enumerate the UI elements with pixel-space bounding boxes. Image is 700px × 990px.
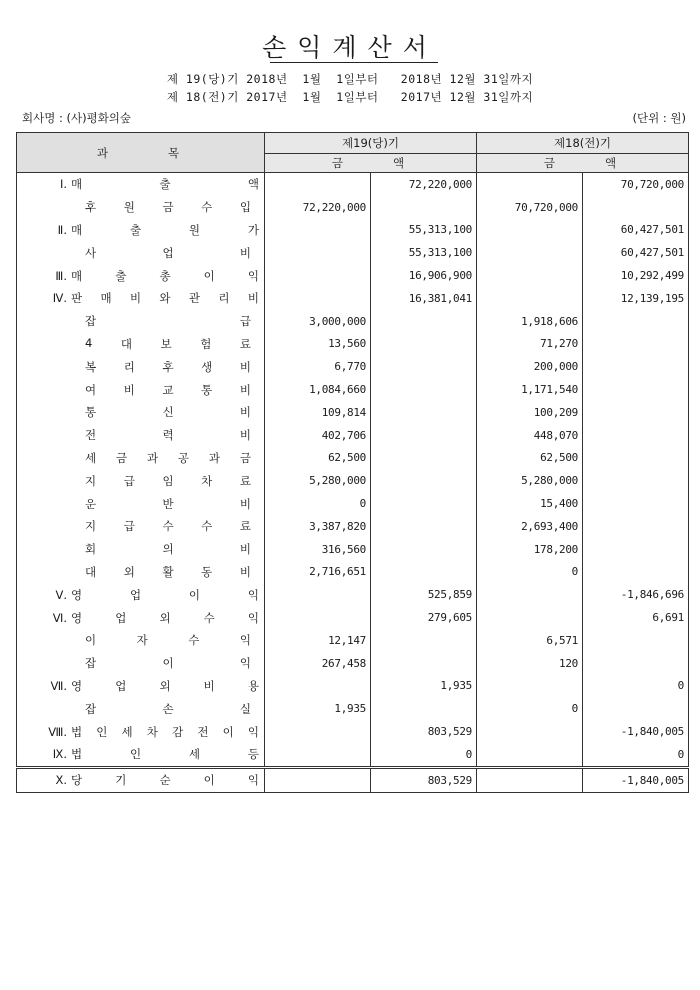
header-subject: 과목 [17, 133, 265, 173]
prior-sub-amount [477, 767, 583, 792]
row-label: 대 외 활 동 비 [85, 564, 251, 579]
row-subject [17, 583, 265, 606]
table-row [17, 515, 689, 538]
current-total-amount [371, 492, 477, 515]
row-subject [17, 697, 265, 720]
current-total-amount: 803,529 [371, 720, 477, 743]
prior-sub-amount: 70,720,000 [477, 196, 583, 219]
current-sub-amount: 5,280,000 [265, 469, 371, 492]
row-subject [17, 606, 265, 629]
current-sub-amount: 267,458 [265, 652, 371, 675]
current-sub-amount [265, 767, 371, 792]
row-roman-numeral: Ⅱ. [57, 222, 67, 237]
row-subject [17, 241, 265, 264]
prior-sub-amount: 178,200 [477, 538, 583, 561]
prior-total-amount [583, 515, 689, 538]
title-underline [270, 62, 438, 63]
current-sub-amount: 2,716,651 [265, 561, 371, 584]
prior-sub-amount: 448,070 [477, 424, 583, 447]
row-label: 영 업 이 익 [71, 587, 259, 602]
row-roman-numeral: Ⅵ. [52, 610, 67, 625]
prior-total-amount [583, 424, 689, 447]
prior-sub-amount: 71,270 [477, 333, 583, 356]
row-subject [17, 219, 265, 242]
row-label: 잡 급 [85, 314, 251, 329]
row-label: 세 금 과 공 과 금 [85, 450, 251, 465]
row-subject [17, 629, 265, 652]
header-current-period: 제19(당)기 [265, 133, 477, 154]
current-sub-amount: 316,560 [265, 538, 371, 561]
current-total-amount [371, 469, 477, 492]
row-label: 당 기 순 이 익 [71, 773, 259, 788]
prior-sub-amount: 0 [477, 561, 583, 584]
row-subject [17, 492, 265, 515]
prior-sub-amount [477, 583, 583, 606]
row-label: 매 출 총 이 익 [71, 268, 259, 283]
table-row [17, 401, 689, 424]
row-label: 영 업 외 수 익 [71, 610, 259, 625]
current-total-amount [371, 310, 477, 333]
row-label: 잡 손 실 [85, 701, 251, 716]
row-label: 매 출 액 [71, 177, 259, 192]
prior-sub-amount: 2,693,400 [477, 515, 583, 538]
current-sub-amount: 1,084,660 [265, 378, 371, 401]
prior-total-amount [583, 629, 689, 652]
current-total-amount [371, 355, 477, 378]
table-row [17, 720, 689, 743]
row-subject [17, 310, 265, 333]
current-sub-amount [265, 173, 371, 196]
prior-sub-amount [477, 743, 583, 767]
row-roman-numeral: Ⅴ. [55, 587, 67, 602]
current-total-amount: 16,906,900 [371, 264, 477, 287]
prior-total-amount: 70,720,000 [583, 173, 689, 196]
row-label: 잡 이 익 [85, 656, 251, 671]
row-roman-numeral: Ⅷ. [48, 724, 67, 739]
table-row [17, 333, 689, 356]
current-total-amount [371, 538, 477, 561]
row-roman-numeral: Ⅸ. [52, 747, 67, 762]
prior-total-amount [583, 652, 689, 675]
row-subject [17, 173, 265, 196]
row-label: 통 신 비 [85, 405, 251, 420]
prior-sub-amount: 62,500 [477, 447, 583, 470]
current-sub-amount [265, 743, 371, 767]
table-row [17, 697, 689, 720]
table-row [17, 447, 689, 470]
current-sub-amount: 0 [265, 492, 371, 515]
prior-sub-amount [477, 219, 583, 242]
prior-sub-amount [477, 173, 583, 196]
current-total-amount [371, 697, 477, 720]
current-total-amount [371, 629, 477, 652]
prior-sub-amount: 120 [477, 652, 583, 675]
prior-sub-amount [477, 720, 583, 743]
prior-total-amount [583, 355, 689, 378]
table-row [17, 173, 689, 196]
header-prior-period: 제18(전)기 [477, 133, 689, 154]
current-total-amount: 16,381,041 [371, 287, 477, 310]
current-sub-amount: 6,770 [265, 355, 371, 378]
prior-total-amount [583, 492, 689, 515]
row-subject [17, 378, 265, 401]
period-prior: 제 18(전)기 2017년 1월 1일부터 2017년 12월 31일까지 [166, 90, 534, 104]
current-total-amount [371, 196, 477, 219]
table-row [17, 219, 689, 242]
prior-total-amount: -1,840,005 [583, 767, 689, 792]
prior-total-amount: 60,427,501 [583, 219, 689, 242]
current-total-amount: 72,220,000 [371, 173, 477, 196]
table-row [17, 287, 689, 310]
current-sub-amount: 402,706 [265, 424, 371, 447]
row-label: 매 출 원 가 [71, 222, 259, 237]
table-row [17, 355, 689, 378]
current-sub-amount: 3,000,000 [265, 310, 371, 333]
row-roman-numeral: Ⅲ. [55, 268, 67, 283]
period-current: 제 19(당)기 2018년 1월 1일부터 2018년 12월 31일까지 [166, 72, 534, 86]
row-subject [17, 424, 265, 447]
row-subject [17, 447, 265, 470]
prior-total-amount: 0 [583, 743, 689, 767]
row-subject [17, 287, 265, 310]
current-sub-amount [265, 287, 371, 310]
table-row [17, 424, 689, 447]
current-total-amount: 803,529 [371, 767, 477, 792]
current-sub-amount: 3,387,820 [265, 515, 371, 538]
current-total-amount [371, 652, 477, 675]
current-sub-amount: 12,147 [265, 629, 371, 652]
current-sub-amount: 13,560 [265, 333, 371, 356]
current-sub-amount [265, 264, 371, 287]
current-sub-amount [265, 720, 371, 743]
row-subject [17, 767, 265, 792]
row-roman-numeral: Ⅳ. [52, 291, 67, 306]
prior-sub-amount: 1,171,540 [477, 378, 583, 401]
current-total-amount [371, 378, 477, 401]
row-label: 지 급 수 수 료 [85, 519, 251, 534]
row-label: 여 비 교 통 비 [85, 382, 251, 397]
prior-total-amount [583, 378, 689, 401]
row-subject [17, 538, 265, 561]
table-row [17, 743, 689, 767]
table-row [17, 264, 689, 287]
prior-sub-amount [477, 287, 583, 310]
row-label: 전 력 비 [85, 428, 251, 443]
current-total-amount [371, 401, 477, 424]
table-row [17, 538, 689, 561]
table-row [17, 675, 689, 698]
row-label: 법 인 세 등 [71, 747, 259, 762]
prior-sub-amount: 200,000 [477, 355, 583, 378]
prior-total-amount: 60,427,501 [583, 241, 689, 264]
table-row [17, 767, 689, 792]
prior-sub-amount: 0 [477, 697, 583, 720]
row-label: 사 업 비 [85, 245, 251, 260]
prior-sub-amount: 15,400 [477, 492, 583, 515]
prior-sub-amount [477, 675, 583, 698]
table-row [17, 492, 689, 515]
row-subject [17, 355, 265, 378]
current-total-amount: 1,935 [371, 675, 477, 698]
current-total-amount [371, 447, 477, 470]
row-subject [17, 196, 265, 219]
row-subject [17, 333, 265, 356]
row-subject [17, 515, 265, 538]
row-label: 운 반 비 [85, 496, 251, 511]
prior-total-amount [583, 196, 689, 219]
row-label: 4 대 보 험 료 [85, 335, 251, 351]
current-total-amount: 0 [371, 743, 477, 767]
table-row [17, 606, 689, 629]
row-label: 판 매 비 와 관 리 비 [71, 291, 259, 306]
current-total-amount [371, 561, 477, 584]
current-sub-amount [265, 219, 371, 242]
row-subject [17, 469, 265, 492]
row-subject [17, 675, 265, 698]
current-total-amount [371, 424, 477, 447]
row-label: 후 원 금 수 입 [85, 200, 251, 215]
row-subject [17, 264, 265, 287]
prior-total-amount: -1,840,005 [583, 720, 689, 743]
prior-sub-amount [477, 264, 583, 287]
row-label: 영 업 외 비 용 [71, 678, 259, 693]
prior-total-amount [583, 561, 689, 584]
prior-sub-amount: 1,918,606 [477, 310, 583, 333]
row-roman-numeral: Ⅰ. [59, 177, 67, 192]
header-prior-amount: 금액 [477, 154, 689, 173]
prior-sub-amount [477, 606, 583, 629]
company-name: 회사명 : (사)평화의숲 [22, 111, 132, 125]
table-row [17, 241, 689, 264]
current-sub-amount [265, 675, 371, 698]
row-subject [17, 743, 265, 767]
prior-total-amount [583, 538, 689, 561]
table-row [17, 629, 689, 652]
header-current-amount: 금액 [265, 154, 477, 173]
current-total-amount: 55,313,100 [371, 241, 477, 264]
row-subject [17, 720, 265, 743]
prior-total-amount [583, 447, 689, 470]
current-sub-amount [265, 606, 371, 629]
prior-total-amount [583, 333, 689, 356]
prior-sub-amount [477, 241, 583, 264]
prior-total-amount [583, 310, 689, 333]
row-subject [17, 652, 265, 675]
row-subject [17, 401, 265, 424]
prior-sub-amount: 6,571 [477, 629, 583, 652]
prior-total-amount: 0 [583, 675, 689, 698]
current-sub-amount [265, 241, 371, 264]
prior-total-amount: 12,139,195 [583, 287, 689, 310]
table-row [17, 583, 689, 606]
prior-sub-amount: 100,209 [477, 401, 583, 424]
table-row [17, 196, 689, 219]
current-total-amount [371, 333, 477, 356]
prior-total-amount [583, 469, 689, 492]
current-sub-amount: 1,935 [265, 697, 371, 720]
row-label: 회 의 비 [85, 542, 251, 557]
table-row [17, 378, 689, 401]
current-sub-amount: 62,500 [265, 447, 371, 470]
current-sub-amount: 109,814 [265, 401, 371, 424]
row-roman-numeral: Ⅹ. [55, 773, 67, 788]
table-row [17, 469, 689, 492]
current-total-amount [371, 515, 477, 538]
prior-total-amount [583, 697, 689, 720]
row-label: 이 자 수 익 [85, 633, 251, 648]
income-statement-table [16, 132, 689, 793]
current-total-amount: 55,313,100 [371, 219, 477, 242]
prior-total-amount: 10,292,499 [583, 264, 689, 287]
row-roman-numeral: Ⅶ. [50, 678, 67, 693]
table-row [17, 652, 689, 675]
current-total-amount: 525,859 [371, 583, 477, 606]
document-title: 손익계산서 [262, 33, 438, 62]
prior-total-amount [583, 401, 689, 424]
prior-total-amount: 6,691 [583, 606, 689, 629]
row-label: 법 인 세 차 감 전 이 익 [71, 724, 259, 739]
unit-label: (단위 : 원) [632, 111, 686, 125]
row-label: 복 리 후 생 비 [85, 359, 251, 374]
table-row [17, 310, 689, 333]
row-subject [17, 561, 265, 584]
prior-sub-amount: 5,280,000 [477, 469, 583, 492]
current-sub-amount [265, 583, 371, 606]
current-sub-amount: 72,220,000 [265, 196, 371, 219]
prior-total-amount: -1,846,696 [583, 583, 689, 606]
table-row [17, 561, 689, 584]
current-total-amount: 279,605 [371, 606, 477, 629]
row-label: 지 급 임 차 료 [85, 473, 251, 488]
